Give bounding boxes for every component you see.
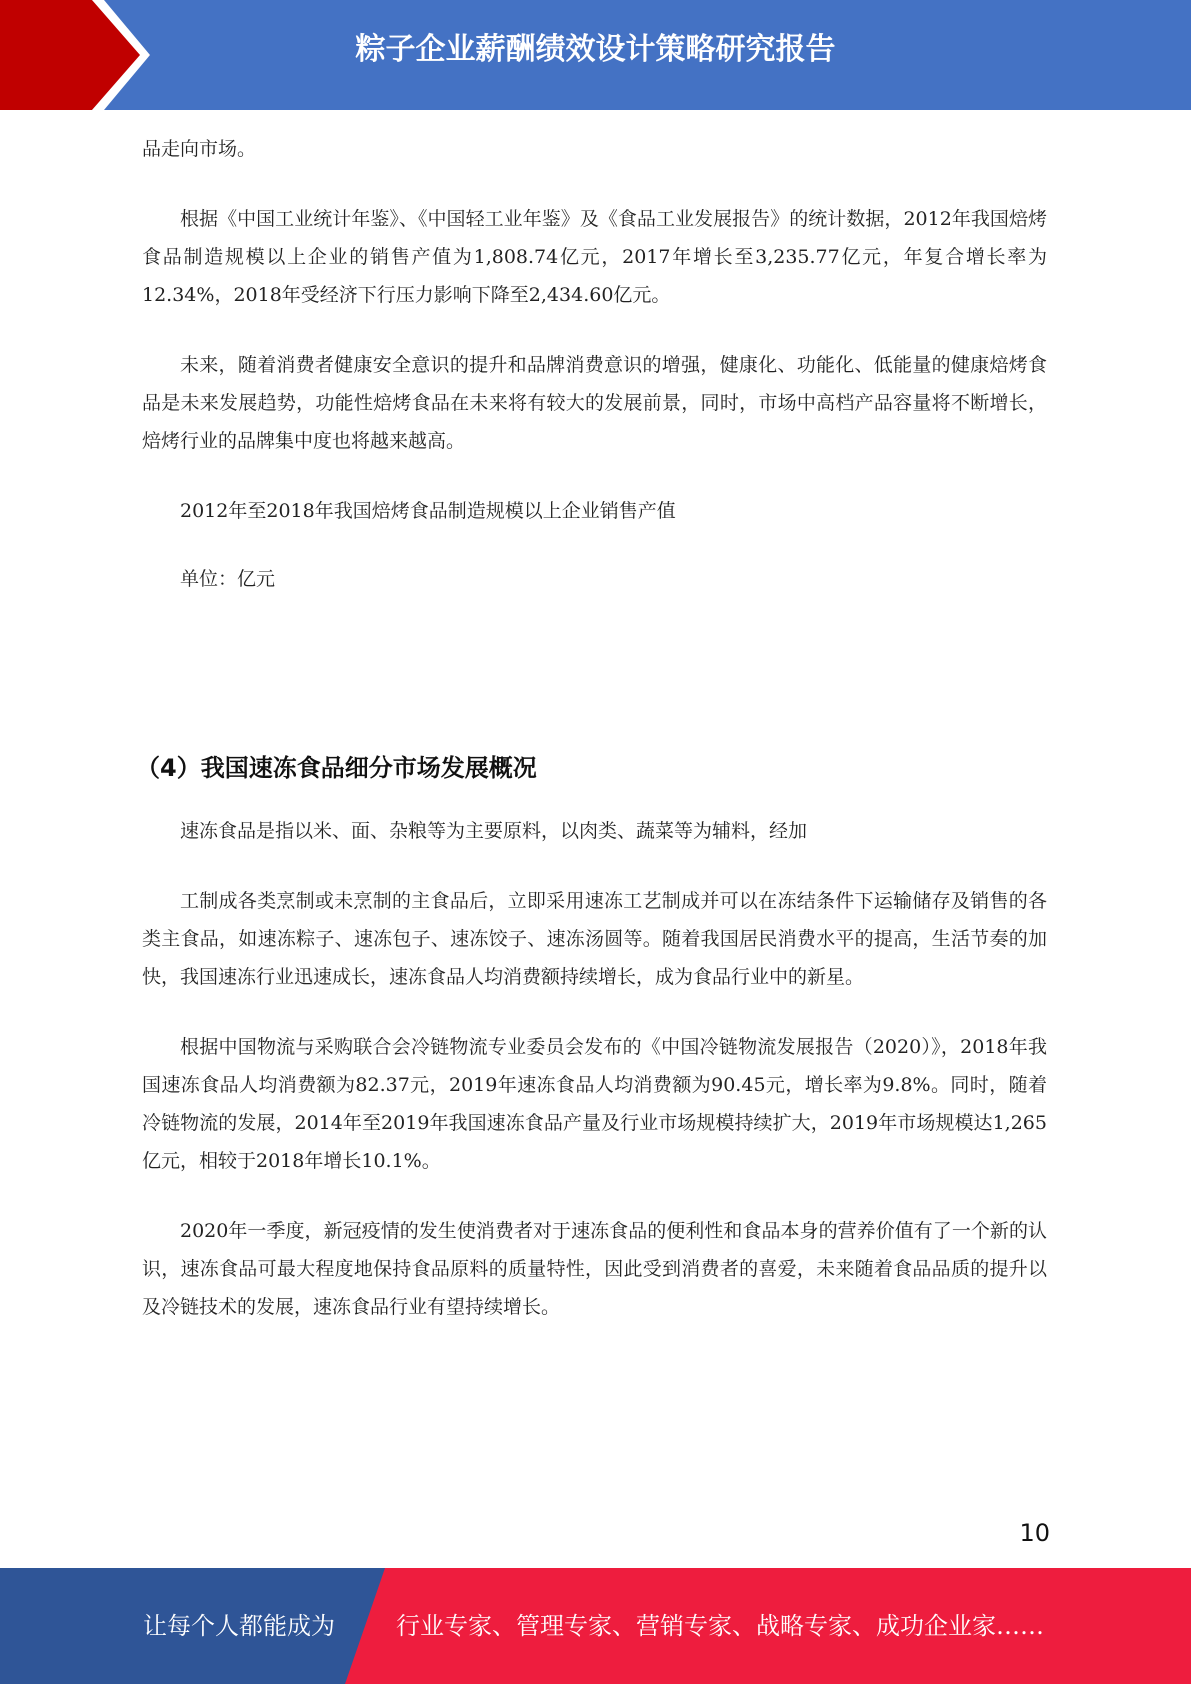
paragraph-baking-statistics: 根据《中国工业统计年鉴》、《中国轻工业年鉴》及《食品工业发展报告》的统计数据，2012年我国焙烤食品制造规模以上企业的销售产值为1,808.74亿元，2017年增长至3,235.77亿元，年复合增长率为12.34%，2018年受经济下行压力影响下降至2,434.60亿元。 xyxy=(142,208,1047,306)
page-header xyxy=(0,0,1191,110)
page-number: 10 xyxy=(1019,1519,1050,1547)
unit-label: 单位：亿元 xyxy=(180,568,276,590)
paragraph-frozen-statistics: 根据中国物流与采购联合会冷链物流专业委员会发布的《中国冷链物流发展报告（2020）》，2018年我国速冻食品人均消费额为82.37元，2019年速冻食品人均消费额为90.45元，增长率为9.8%。同时，随着冷链物流的发展，2014年至2019年我国速冻食品产量及行业市场规模持续扩大，2019年市场规模达1,265亿元，相较于2018年增长10.1%。 xyxy=(142,1036,1047,1172)
report-title: 粽子企业薪酬绩效设计策略研究报告 xyxy=(355,32,836,67)
paragraph-frozen-outlook: 2020年一季度，新冠疫情的发生使消费者对于速冻食品的便利性和食品本身的营养价值有了一个新的认识，速冻食品可最大程度地保持食品原料的质量特性，因此受到消费者的喜爱，未来随着食品品质的提升以及冷链技术的发展，速冻食品行业有望持续增长。 xyxy=(142,1220,1047,1318)
document-body xyxy=(136,130,1047,1358)
paragraph-baking-trends: 未来，随着消费者健康安全意识的提升和品牌消费意识的增强，健康化、功能化、低能量的健康焙烤食品是未来发展趋势，功能性焙烤食品在未来将有较大的发展前景，同时，市场中高档产品容量将不断增长，焙烤行业的品牌集中度也将越来越高。 xyxy=(142,354,1047,452)
section-heading: （4）我国速冻食品细分市场发展概况 xyxy=(136,754,537,782)
footer-slogan-left: 让每个人都能成为 xyxy=(143,1612,335,1640)
chart-placeholder xyxy=(142,628,1047,748)
chart-caption: 2012年至2018年我国焙烤食品制造规模以上企业销售产值 xyxy=(180,500,676,522)
paragraph-frozen-definition: 速冻食品是指以米、面、杂粮等为主要原料，以肉类、蔬菜等为辅料，经加 xyxy=(180,820,808,842)
footer-slogan-right: 行业专家、管理专家、营销专家、战略专家、成功企业家…… xyxy=(396,1612,1044,1640)
paragraph-frozen-growth: 工制成各类烹制或未烹制的主食品后，立即采用速冻工艺制成并可以在冻结条件下运输储存及销售的各类主食品，如速冻粽子、速冻包子、速冻饺子、速冻汤圆等。随着我国居民消费水平的提高，生活节奏的加快，我国速冻行业迅速成长，速冻食品人均消费额持续增长，成为食品行业中的新星。 xyxy=(142,890,1047,988)
page-footer xyxy=(0,1568,1191,1684)
paragraph-continuation: 品走向市场。 xyxy=(142,138,257,160)
